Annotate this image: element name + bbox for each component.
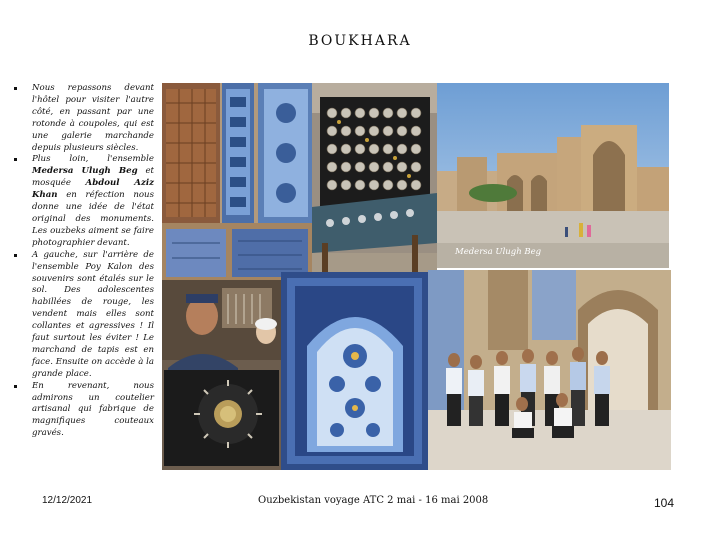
photo-mihrab-tiles <box>281 272 428 470</box>
footer-center-text: Ouzbekistan voyage ATC 2 mai - 16 mai 2008 <box>258 495 489 506</box>
bullet-text: Nous repassons devant l'hôtel pour visiter l'autre côté, en passant par une rotonde à coupoles, qui est une galerie marchande depuis plusieurs siècles. <box>32 83 154 153</box>
photo-group <box>428 270 671 470</box>
bullet-bold-text: Abdoul Aziz Khan <box>32 178 154 201</box>
bullet-text: En revenant, nous admirons un coutelier artisanal qui fabrique de magnifiques couteaux gravés. <box>32 380 154 439</box>
bullet-text: A gauche, sur l'arrière de l'ensemble Poy Kalon des souvenirs sont étalés sur le sol. Des adolescentes habillées de rouge, les vendent mais elles sont collantes et agressives ! Il faut surtout les éviter ! Le marchand de tapis est en face. Ensuite on accède à la grande place. <box>32 249 154 379</box>
bullet-item <box>14 381 154 441</box>
bullet-item <box>14 154 154 249</box>
bullet-item <box>14 83 154 154</box>
bullet-marker <box>14 87 17 90</box>
footer-date: 12/12/2021 <box>42 495 93 506</box>
bullet-marker <box>14 158 17 161</box>
photo-merchant <box>162 280 281 470</box>
bullet-marker <box>14 254 17 257</box>
bullet-item <box>14 250 154 381</box>
bullet-text: et mosquée <box>32 166 154 189</box>
photo-group-image <box>428 270 671 470</box>
photo-medersa-image <box>437 83 669 268</box>
photo-merchant-image <box>162 280 281 470</box>
page-number: 104 <box>654 496 675 510</box>
photo-mihrab-image <box>281 272 428 470</box>
photo-souvenir-stand-image <box>312 83 437 275</box>
bullet-list <box>14 83 154 440</box>
photo-tile-wall-image <box>162 83 312 280</box>
photo-souvenir-stand <box>312 83 437 275</box>
bullet-text: Plus loin, l'ensemble <box>32 154 154 165</box>
bullet-text: en réfection nous donne une idée de l'état original des monuments. Les ouzbeks aiment se faire photographier devant. <box>32 190 154 248</box>
photo-medersa-ulugh-beg <box>437 83 669 268</box>
photo-tile-wall <box>162 83 312 280</box>
bullet-marker <box>14 385 17 388</box>
slide-title: BOUKHARA <box>308 33 412 49</box>
photo-caption: Medersa Ulugh Beg <box>455 247 542 257</box>
bullet-bold-text: Medersa Ulugh Beg <box>32 166 138 177</box>
